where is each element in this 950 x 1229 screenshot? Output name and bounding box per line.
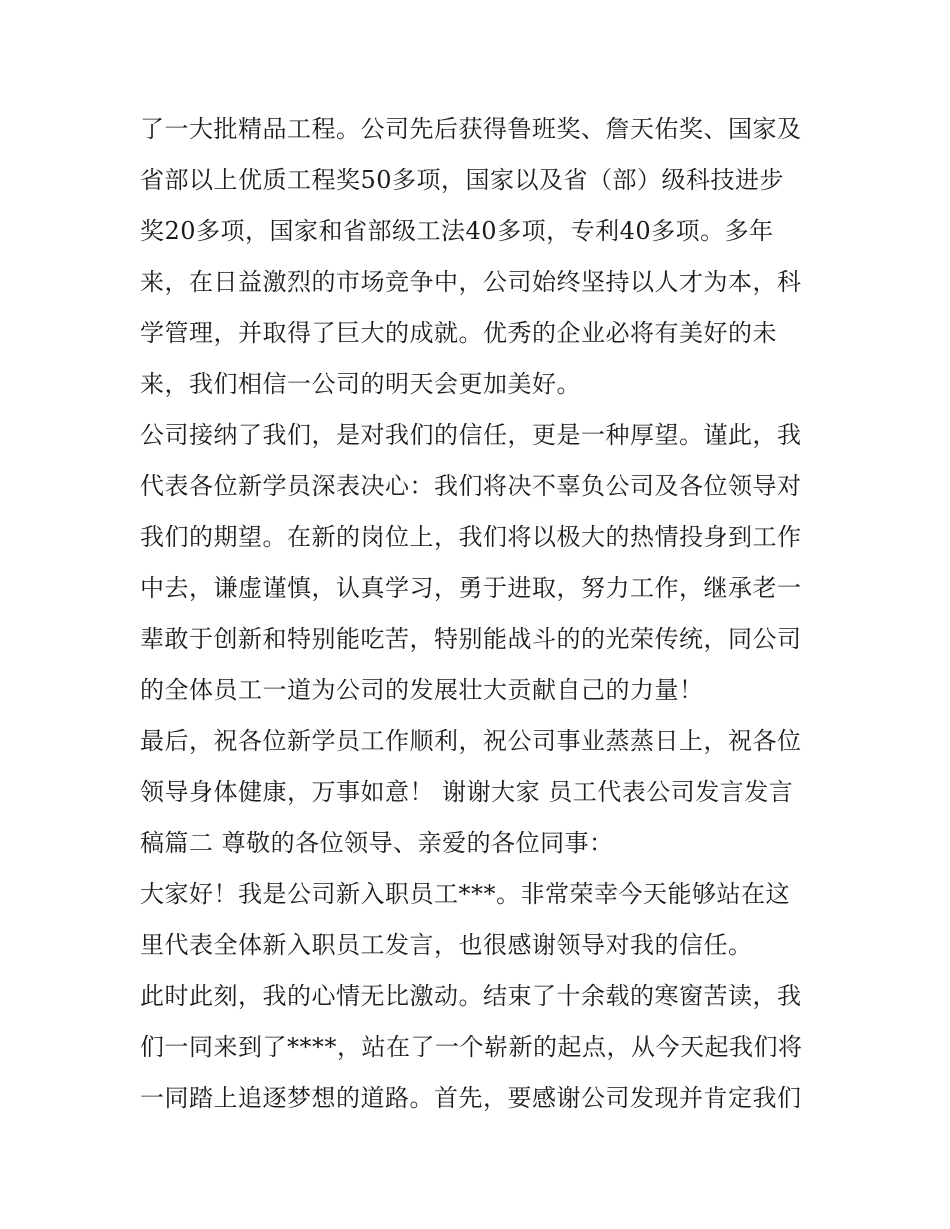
text-line: 最后，祝各位新学员工作顺利，祝公司事业蒸蒸日上，祝各位 bbox=[140, 727, 802, 755]
text-line: 公司接纳了我们，是对我们的信任，更是一种厚望。谨此，我 bbox=[140, 421, 802, 449]
text-line: 稿篇二 尊敬的各位领导、亲爱的各位同事： bbox=[140, 829, 614, 857]
text-line: 来，我们相信一公司的明天会更加美好。 bbox=[140, 370, 581, 398]
text-line: 的全体员工一道为公司的发展壮大贡献自己的力量！ bbox=[140, 676, 704, 704]
text-line: 省部以上优质工程奖50多项，国家以及省（部）级科技进步 bbox=[140, 166, 785, 194]
text-line: 奖20多项，国家和省部级工法40多项，专利40多项。多年 bbox=[140, 217, 774, 245]
text-line: 一同踏上追逐梦想的道路。首先，要感谢公司发现并肯定我们 bbox=[140, 1084, 802, 1112]
text-line: 辈敢于创新和特别能吃苦，特别能战斗的的光荣传统，同公司 bbox=[140, 625, 802, 653]
text-line: 学管理，并取得了巨大的成就。优秀的企业必将有美好的未 bbox=[140, 319, 777, 347]
text-line: 代表各位新学员深表决心：我们将决不辜负公司及各位领导对 bbox=[140, 472, 802, 500]
text-line: 里代表全体新入职员工发言，也很感谢领导对我的信任。 bbox=[140, 931, 753, 959]
text-line: 领导身体健康，万事如意！ 谢谢大家 员工代表公司发言发言 bbox=[140, 778, 794, 806]
text-line: 此时此刻，我的心情无比激动。结束了十余载的寒窗苦读，我 bbox=[140, 982, 802, 1010]
text-line: 了一大批精品工程。公司先后获得鲁班奖、詹天佑奖、国家及 bbox=[140, 115, 802, 143]
text-line: 大家好！我是公司新入职员工***。非常荣幸今天能够站在这 bbox=[140, 880, 790, 908]
document-body bbox=[140, 104, 820, 1124]
text-line: 中去，谦虚谨慎，认真学习，勇于进取，努力工作，继承老一 bbox=[140, 574, 802, 602]
text-line: 我们的期望。在新的岗位上，我们将以极大的热情投身到工作 bbox=[140, 523, 802, 551]
text-line: 们一同来到了****，站在了一个崭新的起点，从今天起我们将 bbox=[140, 1033, 803, 1061]
text-line: 来，在日益激烈的市场竞争中，公司始终坚持以人才为本，科 bbox=[140, 268, 802, 296]
